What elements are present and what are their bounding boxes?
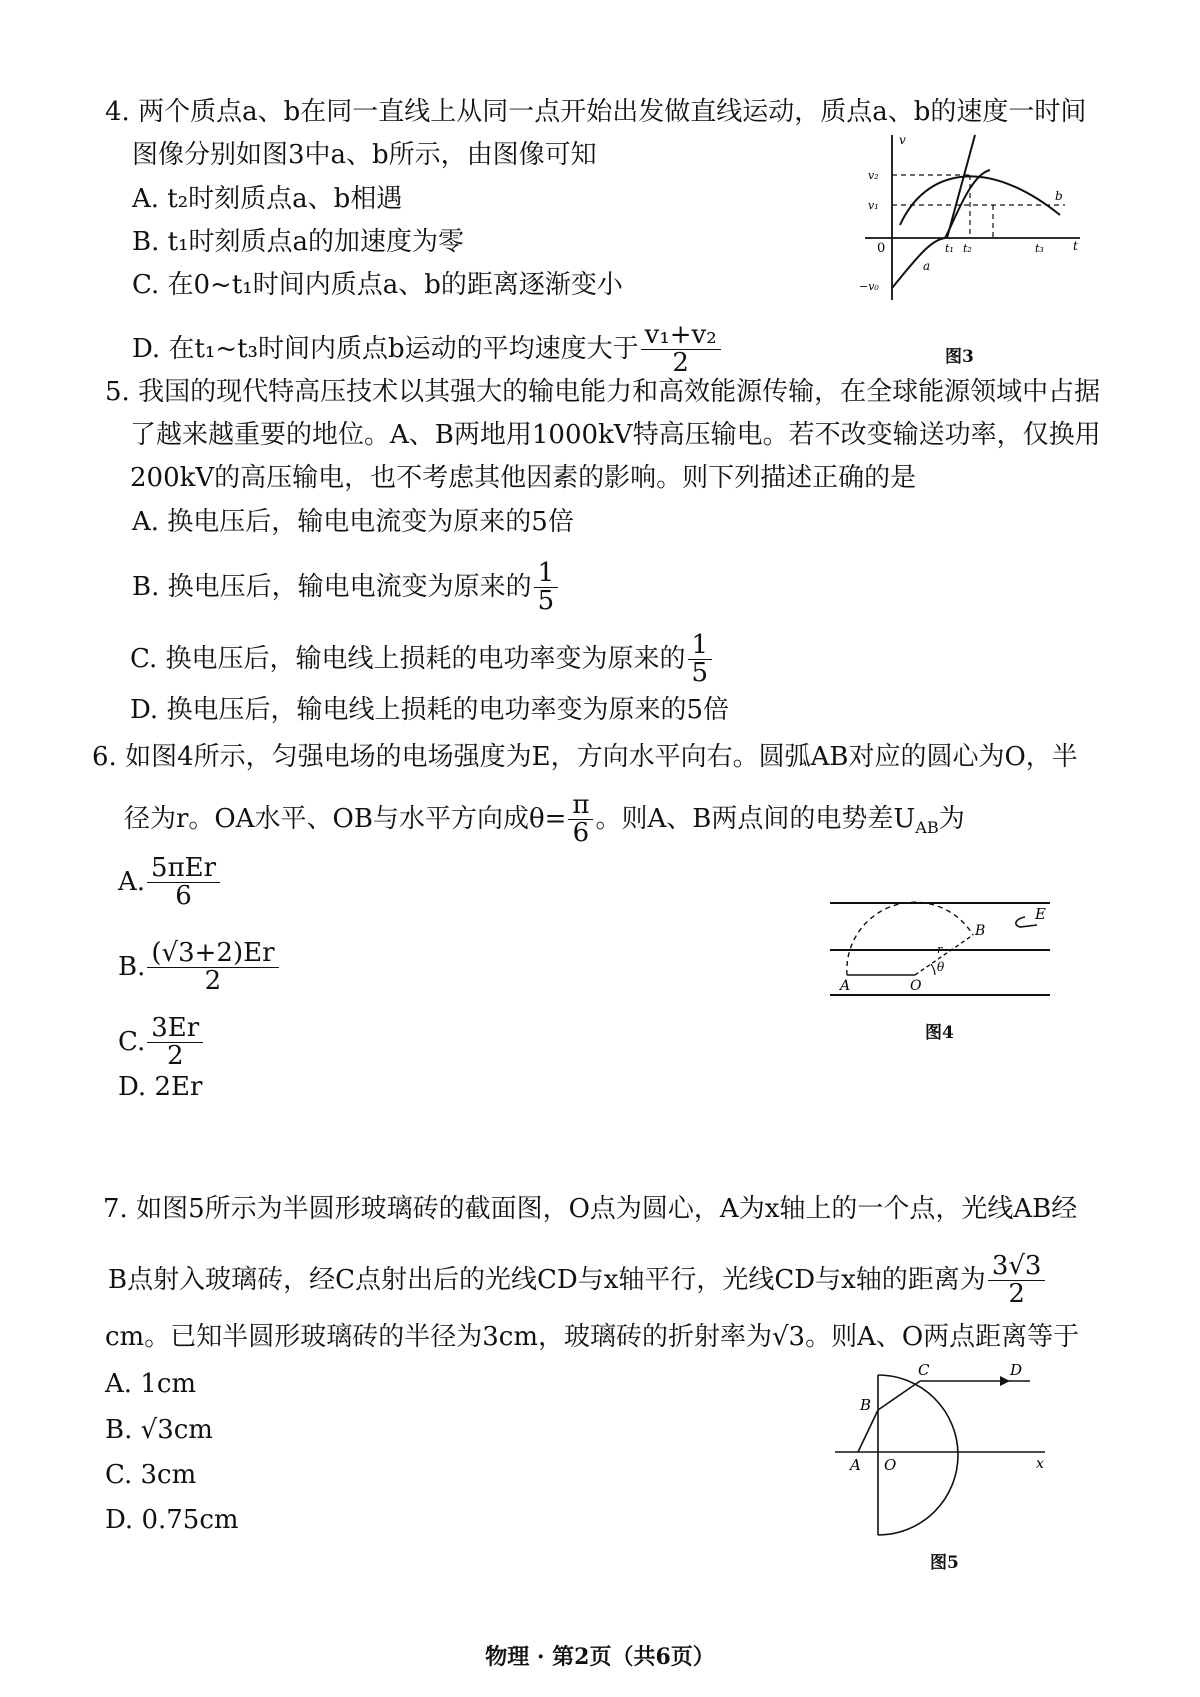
figure-5-caption: 图5 (930, 1553, 959, 1573)
q6-stem-line-2-end: 为 (938, 803, 965, 834)
q6-b-numerator: (√3+2)Er (147, 940, 278, 968)
figure-3-vt-graph (855, 130, 1085, 360)
q4-option-d-text: D. 在t₁~t₃时间内质点b运动的平均速度大于 (132, 333, 639, 364)
ray-bc (878, 1381, 920, 1410)
q5-b-numerator: 1 (534, 560, 559, 588)
t-axis-label: t (1073, 239, 1078, 253)
d-point-label: D (1010, 1361, 1023, 1379)
q6-stem-line-2 (124, 792, 965, 848)
q4-stem-line-1: 4. 两个质点a、b在同一直线上从同一点开始出发做直线运动，质点a、b的速度一时间 (105, 97, 1087, 127)
q5-stem-line-3: 200kV的高压输电，也不考虑其他因素的影响。则下列描述正确的是 (130, 463, 917, 493)
q6-stem-line-2-post: 。则A、B两点间的电势差U (595, 803, 916, 834)
q5-option-a: A. 换电压后，输电电流变为原来的5倍 (132, 507, 574, 537)
q6-uab-subscript: AB (915, 817, 939, 837)
neg-v0-label: −v₀ (859, 280, 879, 293)
c-point-label: C (918, 1361, 930, 1379)
q4-stem-line-2: 图像分别如图3中a、b所示，由图像可知 (132, 140, 597, 170)
q6-option-a-fraction (147, 855, 220, 911)
figure-4-field-diagram (825, 895, 1055, 1015)
figure-3-caption: 图3 (945, 347, 974, 367)
q6-option-b-label: B. (118, 951, 146, 982)
q5-option-b-fraction (534, 560, 559, 616)
figure-3-svg (855, 130, 1085, 360)
q5-stem-line-1: 5. 我国的现代特高压技术以其强大的输电能力和高效能源传输，在全球能源领域中占据 (105, 377, 1101, 407)
q6-b-denominator: 2 (204, 966, 222, 997)
r-label: r (937, 943, 943, 956)
q4-d-denominator: 2 (672, 348, 689, 379)
v1-label: v₁ (868, 199, 879, 212)
q6-option-c-fraction (147, 1015, 203, 1071)
q4-d-numerator: v₁+v₂ (641, 322, 721, 350)
curve-a-label: a (923, 259, 931, 273)
t1-label: t₁ (945, 242, 954, 255)
page-footer: 物理 · 第2页（共6页） (485, 1644, 715, 1670)
arc-ab (847, 902, 973, 975)
b-point-label: B (860, 1396, 872, 1414)
e-label: E (1035, 905, 1046, 923)
q5-option-c-fraction (688, 632, 713, 688)
q5-c-denominator: 5 (691, 658, 709, 689)
theta-label: θ (937, 960, 945, 974)
q5-option-b-text: B. 换电压后，输电电流变为原来的 (132, 571, 532, 602)
o-point-label: O (910, 978, 922, 994)
q6-option-b-fraction (147, 940, 278, 996)
q6-theta-fraction (568, 792, 593, 848)
q7-stem-line-1: 7. 如图5所示为半圆形玻璃砖的截面图，O点为圆心，A为x轴上的一个点，光线AB经 (103, 1194, 1078, 1224)
q6-c-denominator: 2 (166, 1041, 184, 1072)
t2-label: t₂ (963, 242, 972, 255)
q6-stem-line-2-text: 径为r。OA水平、OB与水平方向成θ= (124, 803, 567, 834)
q6-theta-numerator: π (568, 792, 593, 820)
q7-stem-line-2 (108, 1253, 1047, 1309)
q6-a-numerator: 5πEr (147, 855, 220, 883)
q7-distance-fraction (988, 1253, 1046, 1309)
q5-option-d: D. 换电压后，输电线上损耗的电功率变为原来的5倍 (130, 695, 729, 725)
q7-option-c: C. 3cm (105, 1460, 197, 1490)
q4-option-d-fraction (641, 322, 721, 378)
figure-5-svg (830, 1361, 1055, 1545)
e-field-arrow (1016, 917, 1037, 927)
figure-4-caption: 图4 (925, 1023, 954, 1043)
q5-stem-line-2: 了越来越重要的地位。A、B两地用1000kV特高压输电。若不改变输送功率，仅换用 (130, 420, 1101, 450)
figure-4-svg (825, 895, 1055, 1015)
ray-ab (858, 1410, 878, 1452)
q6-c-numerator: 3Er (147, 1015, 203, 1043)
ray-arrow (1000, 1376, 1010, 1386)
q7-stem-line-2-text: B点射入玻璃砖，经C点射出后的光线CD与x轴平行，光线CD与x轴的距离为 (108, 1264, 986, 1295)
q7-distance-numerator: 3√3 (988, 1253, 1046, 1281)
q6-option-c-label: C. (118, 1026, 146, 1057)
q5-b-denominator: 5 (537, 586, 555, 617)
q4-option-b: B. t₁时刻质点a的加速度为零 (132, 227, 465, 257)
q6-option-a (118, 855, 222, 935)
q7-distance-denominator: 2 (1008, 1279, 1025, 1310)
a-point-label: A (850, 1456, 861, 1474)
q6-option-a-label: A. (118, 866, 146, 897)
q6-theta-denominator: 6 (572, 818, 590, 849)
q6-option-d: D. 2Er (118, 1072, 203, 1102)
q5-option-c (130, 632, 714, 688)
q5-c-numerator: 1 (688, 632, 713, 660)
q6-option-b (118, 940, 281, 996)
q7-option-a: A. 1cm (105, 1369, 197, 1399)
v2-label: v₂ (868, 169, 879, 182)
q6-option-c (118, 1015, 205, 1071)
t3-label: t₃ (1035, 242, 1044, 255)
curve-b (900, 176, 1060, 225)
x-axis-label: x (1036, 1456, 1044, 1472)
q7-option-b: B. √3cm (105, 1415, 213, 1445)
q4-option-a: A. t₂时刻质点a、b相遇 (132, 184, 403, 214)
q7-stem-line-3: cm。已知半圆形玻璃砖的半径为3cm，玻璃砖的折射率为√3。则A、O两点距离等于 (105, 1322, 1080, 1352)
q6-stem-line-1: 6. 如图4所示，匀强电场的电场强度为E，方向水平向右。圆弧AB对应的圆心为O，半 (92, 742, 1078, 772)
v-axis-label: v (899, 133, 906, 147)
o-point-label: O (884, 1456, 897, 1474)
theta-arc (931, 964, 935, 975)
semicircle-arc (878, 1375, 958, 1535)
curve-b-label: b (1055, 189, 1063, 203)
figure-5-glass-semicircle (830, 1361, 1055, 1545)
q5-option-c-text: C. 换电压后，输电线上损耗的电功率变为原来的 (130, 643, 686, 674)
curve-a (892, 170, 990, 288)
q5-option-b (132, 560, 560, 616)
q7-option-d: D. 0.75cm (105, 1505, 239, 1535)
a-point-label: A (840, 978, 851, 994)
q4-option-d (132, 322, 723, 378)
q4-option-c: C. 在0~t₁时间内质点a、b的距离逐渐变小 (132, 270, 623, 300)
q6-a-denominator: 6 (175, 881, 192, 912)
origin-label: 0 (877, 241, 886, 256)
b-point-label: B (975, 923, 986, 939)
